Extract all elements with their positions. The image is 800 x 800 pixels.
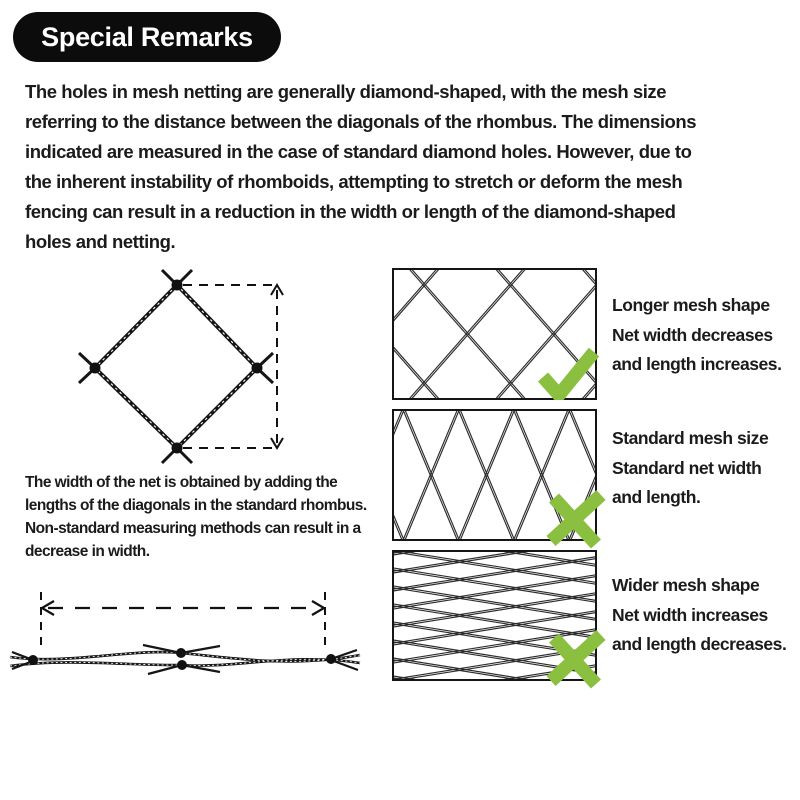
panel-label-standard <box>612 424 768 513</box>
intro-line: fencing can result in a reduction in the width or length of the diamond-shaped <box>25 201 676 222</box>
width-dashes <box>41 592 325 650</box>
panel-label-longer <box>612 291 782 380</box>
mesh-panel-longer <box>392 268 597 400</box>
panel-label-wider <box>612 571 786 660</box>
panel-label-line: and length decreases. <box>612 634 787 654</box>
knot-dots <box>90 280 263 454</box>
caption-line: lengths of the diagonals in the standard rhombus. <box>25 497 367 514</box>
standard-mesh-preview <box>394 411 595 539</box>
stretched-net-diagram <box>8 588 383 688</box>
panel-label-line: Standard net width <box>612 457 762 478</box>
intro-line: indicated are measured in the case of standard diamond holes. However, due to <box>25 141 692 162</box>
intro-line: the inherent instability of rhomboids, attempting to stretch or deform the mesh <box>25 171 683 192</box>
special-remarks-badge <box>13 12 281 62</box>
measurement-dashes <box>183 285 277 448</box>
caption-line: The width of the net is obtained by adding the <box>25 474 338 491</box>
measurement-caption <box>25 471 367 563</box>
intro-line: referring to the distance between the diagonals of the rhombus. The dimensions <box>25 111 697 132</box>
panel-label-line: Longer mesh shape <box>612 295 770 315</box>
badge-label: Special Remarks <box>41 21 253 52</box>
intro-line: holes and netting. <box>25 231 176 252</box>
mesh-panel-standard <box>392 409 597 541</box>
panel-label-line: Net width decreases <box>612 324 773 345</box>
intro-line: The holes in mesh netting are generally diamond-shaped, with the mesh size <box>25 81 667 102</box>
caption-line: Non-standard measuring methods can result in a <box>25 520 361 537</box>
mesh-panel-wider <box>392 550 597 681</box>
panel-label-line: Wider mesh shape <box>612 575 760 595</box>
panel-label-line: Net width increases <box>612 604 768 625</box>
panel-label-line: and length. <box>612 487 701 507</box>
wider-mesh-preview <box>394 552 595 679</box>
longer-mesh-preview <box>394 270 595 398</box>
caption-line: decrease in width. <box>25 543 150 560</box>
panel-label-line: Standard mesh size <box>612 428 769 448</box>
intro-paragraph <box>25 77 696 257</box>
panel-label-line: and length increases. <box>612 354 782 374</box>
rhombus-diagram <box>35 262 295 472</box>
